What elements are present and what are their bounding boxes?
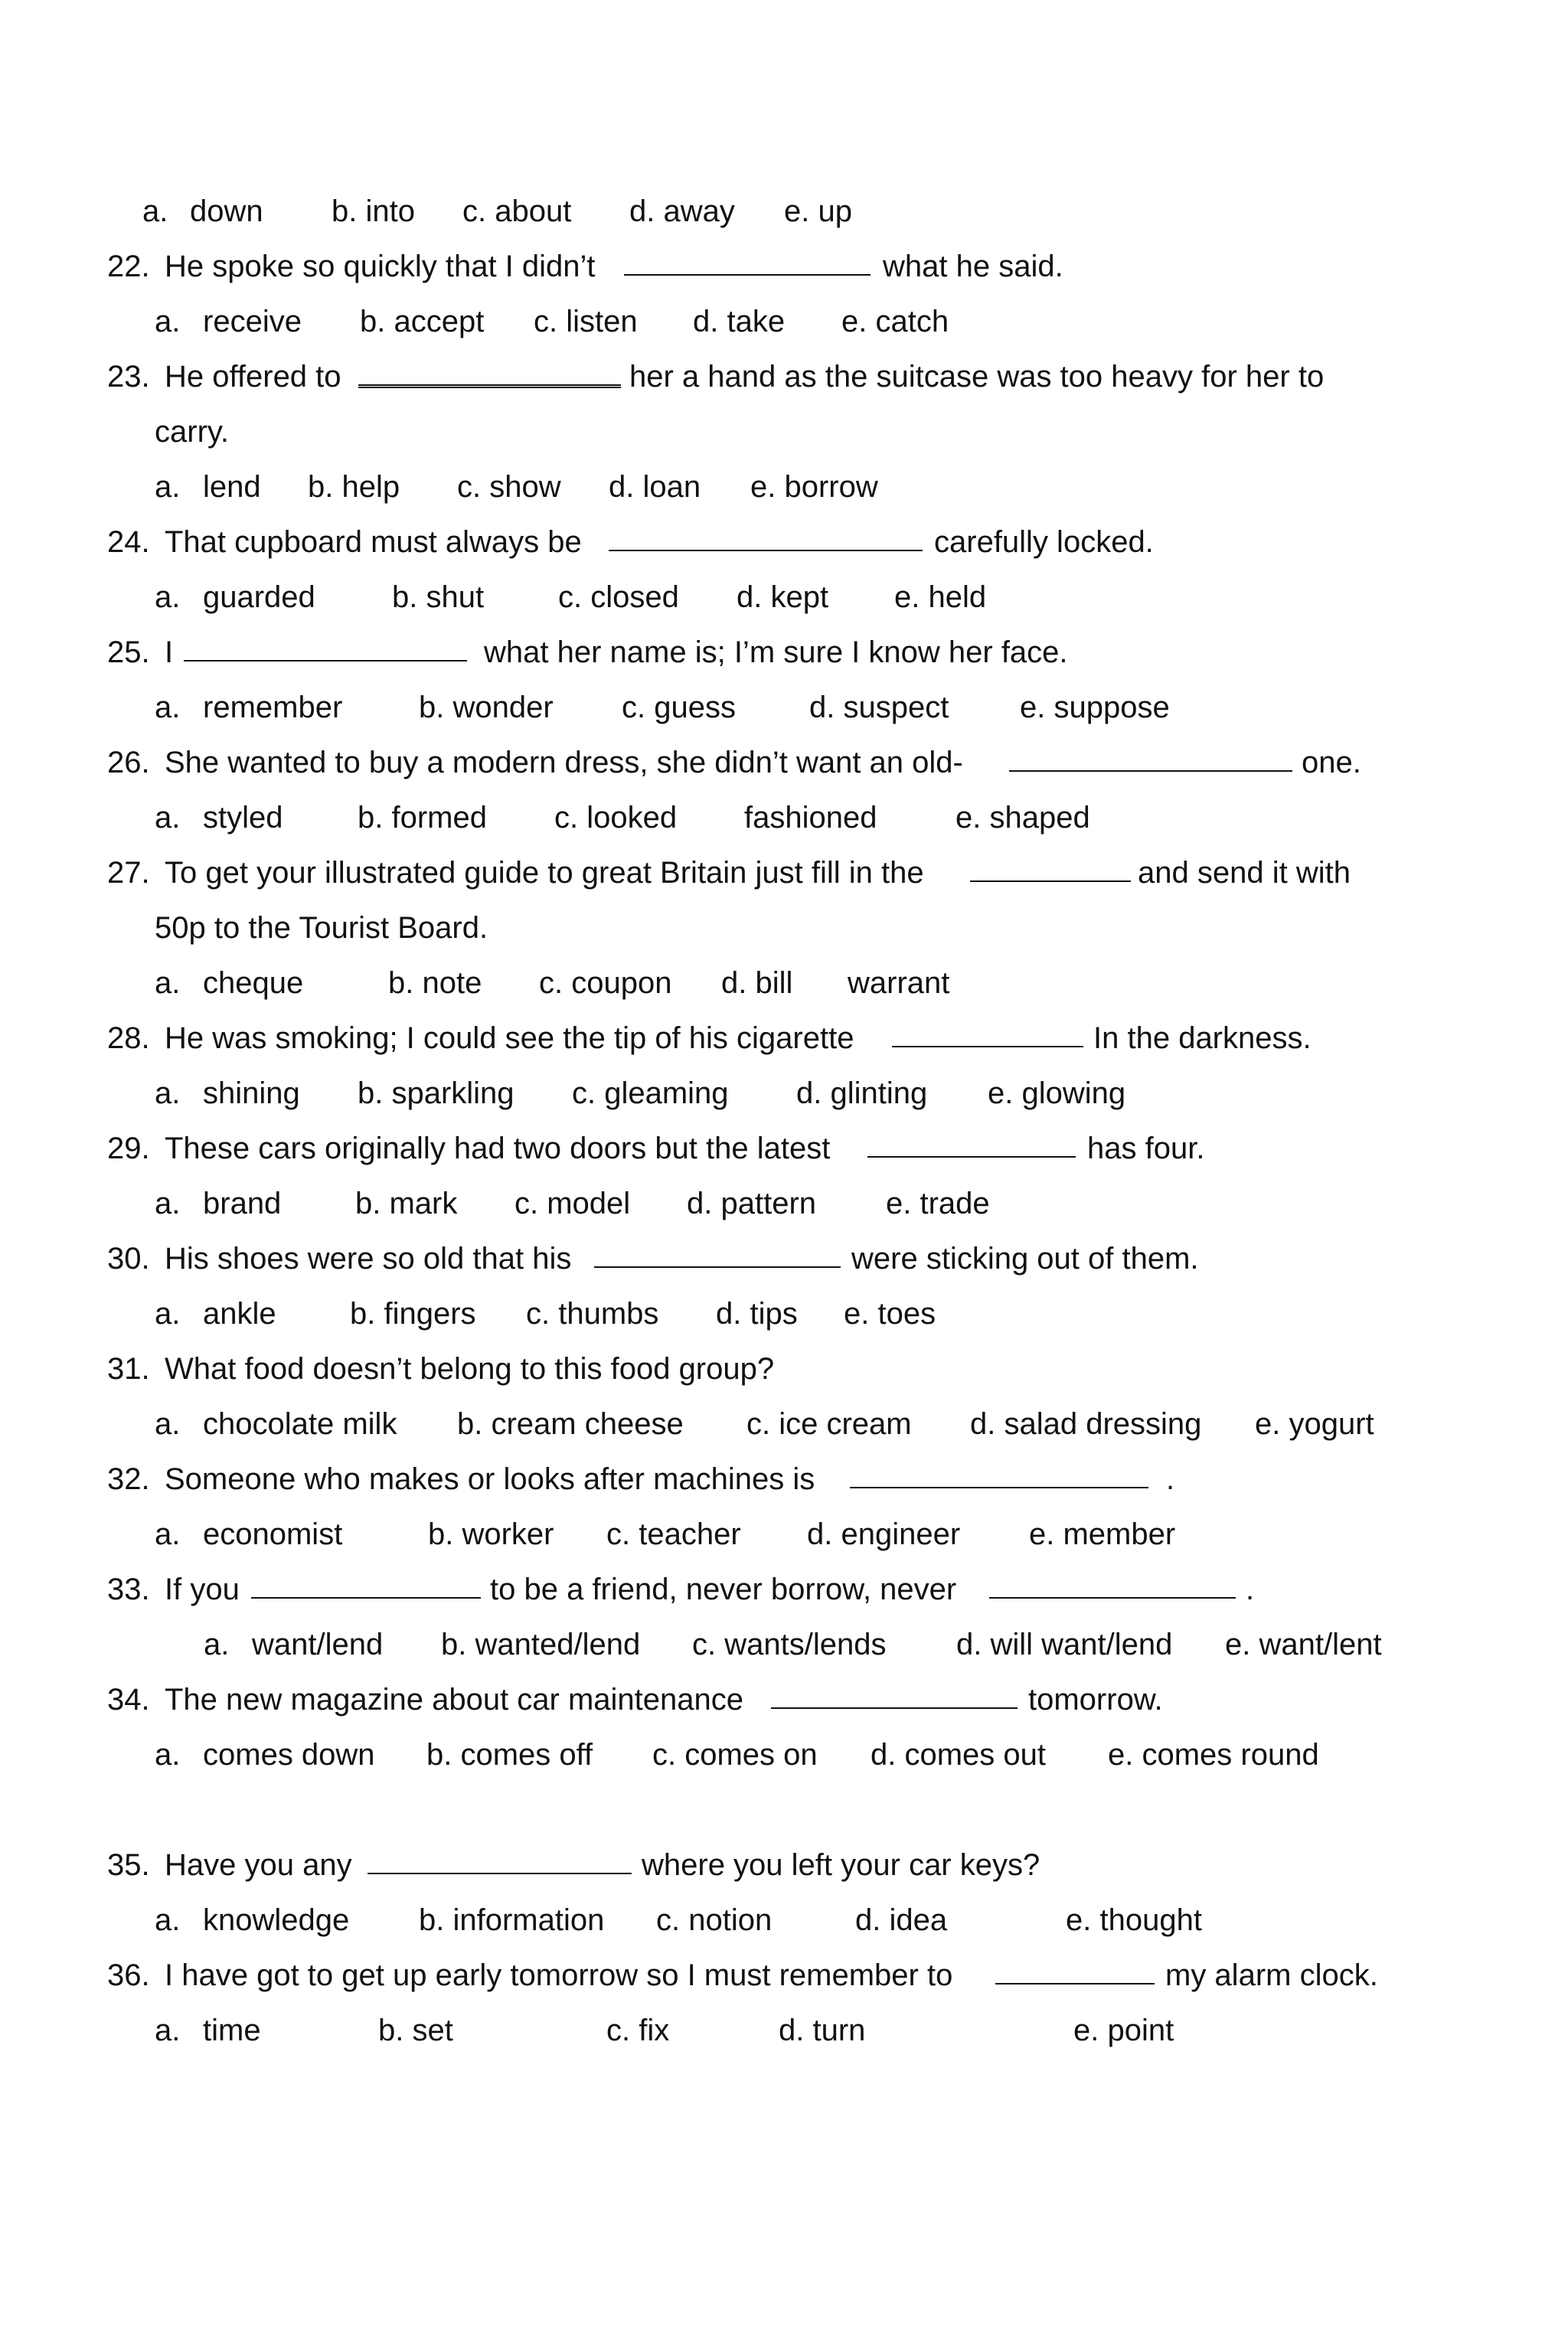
q27-option-e: warrant <box>848 966 950 1000</box>
answer-blank <box>850 1458 1148 1488</box>
q23-option-b: b. help <box>308 470 400 504</box>
question-number: 32. <box>107 1462 150 1496</box>
question-text-after: her a hand as the suitcase was too heavy for her to <box>629 360 1325 394</box>
q30-option-e: e. toes <box>844 1297 936 1331</box>
q27-options <box>155 962 1380 1004</box>
q36-option-e: e. point <box>1073 2014 1174 2047</box>
q23-option-letter-a: a. <box>155 470 181 504</box>
q30-option-b: b. fingers <box>350 1297 476 1331</box>
q22-option-e: e. catch <box>841 305 949 338</box>
q33-option-e: e. want/lent <box>1225 1628 1382 1661</box>
question-text-before: These cars originally had two doors but the latest <box>165 1132 831 1165</box>
q26-options <box>155 796 1380 839</box>
q35-option-d: d. idea <box>855 1903 948 1937</box>
question-text-after: one. <box>1302 746 1361 779</box>
question-number: 27. <box>107 856 150 890</box>
q35-options <box>155 1899 1380 1942</box>
q26-option-letter-a: a. <box>155 801 181 835</box>
q25-option-b: b. wonder <box>419 691 554 724</box>
q34-option-e: e. comes round <box>1108 1738 1319 1772</box>
q28-option-d: d. glinting <box>796 1076 928 1110</box>
q21-options <box>142 190 908 233</box>
answer-blank <box>358 355 621 388</box>
q28-options <box>155 1072 1380 1115</box>
q22-option-a: receive <box>203 305 302 338</box>
q26-option-a: styled <box>203 801 283 835</box>
q34-option-c: c. comes on <box>652 1738 818 1772</box>
q31-option-letter-a: a. <box>155 1407 181 1441</box>
q35-option-letter-a: a. <box>155 1903 181 1937</box>
question-number: 28. <box>107 1021 150 1055</box>
q23-option-d: d. loan <box>609 470 701 504</box>
q27-option-d: d. bill <box>721 966 793 1000</box>
q24-options <box>155 576 1380 619</box>
q36-option-c: c. fix <box>606 2014 670 2047</box>
question-28 <box>107 1017 1539 1060</box>
q25-option-d: d. suspect <box>809 691 949 724</box>
question-24 <box>107 521 1485 564</box>
question-text: What food doesn’t belong to this food group? <box>165 1352 775 1386</box>
question-text-before: If you <box>165 1573 240 1606</box>
q27-option-b: b. note <box>388 966 482 1000</box>
question-number: 31. <box>107 1352 150 1386</box>
q32-option-c: c. teacher <box>606 1517 741 1551</box>
answer-blank <box>892 1017 1083 1047</box>
question-30 <box>107 1237 1539 1280</box>
question-text-after: were sticking out of them. <box>851 1242 1199 1276</box>
q29-option-letter-a: a. <box>155 1187 181 1220</box>
question-number: 23. <box>107 360 150 394</box>
answer-blank <box>368 1844 632 1874</box>
q26-option-d: fashioned <box>744 801 877 835</box>
q28-option-letter-a: a. <box>155 1076 181 1110</box>
question-text-before: His shoes were so old that his <box>165 1242 572 1276</box>
q36-option-letter-a: a. <box>155 2014 181 2047</box>
q22-options <box>155 300 1380 343</box>
q23-option-e: e. borrow <box>750 470 878 504</box>
question-text-after: . <box>1166 1462 1175 1496</box>
q29-option-a: brand <box>203 1187 282 1220</box>
question-number: 25. <box>107 635 150 669</box>
q29-options <box>155 1182 1380 1225</box>
q25-option-e: e. suppose <box>1020 691 1170 724</box>
question-text-after: . <box>1246 1573 1255 1606</box>
q34-option-a: comes down <box>203 1738 375 1772</box>
q34-option-b: b. comes off <box>426 1738 593 1772</box>
q25-option-letter-a: a. <box>155 691 181 724</box>
answer-blank <box>771 1678 1018 1709</box>
q36-options <box>155 2009 1380 2052</box>
q36-option-d: d. turn <box>779 2014 866 2047</box>
question-text-before: She wanted to buy a modern dress, she didn’t want an old- <box>165 746 963 779</box>
question-text-before: To get your illustrated guide to great Britain just fill in the <box>165 856 924 890</box>
q36-option-a: time <box>203 2014 261 2047</box>
question-text-before: I have got to get up early tomorrow so I must remember to <box>165 1958 953 1992</box>
q25-options <box>155 686 1380 729</box>
q26-option-c: c. looked <box>554 801 678 835</box>
question-36 <box>107 1954 1554 1997</box>
question-text-after: where you left your car keys? <box>642 1848 1040 1882</box>
question-text-before: I <box>165 635 174 669</box>
q24-option-b: b. shut <box>392 580 485 614</box>
question-text-before: He was smoking; I could see the tip of his cigarette <box>165 1021 854 1055</box>
answer-blank-1 <box>251 1568 481 1599</box>
q30-option-a: ankle <box>203 1297 276 1331</box>
question-32 <box>107 1458 1539 1501</box>
q35-option-a: knowledge <box>203 1903 350 1937</box>
q27-option-c: c. coupon <box>539 966 672 1000</box>
q33-option-d: d. will want/lend <box>956 1628 1173 1661</box>
question-33 <box>107 1568 1539 1611</box>
question-text-after: what her name is; I’m sure I know her face. <box>484 635 1068 669</box>
question-number: 24. <box>107 525 150 559</box>
question-number: 29. <box>107 1132 150 1165</box>
q31-option-c: c. ice cream <box>746 1407 912 1441</box>
question-number: 22. <box>107 250 150 283</box>
q24-option-a: guarded <box>203 580 315 614</box>
question-number: 36. <box>107 1958 150 1992</box>
q28-option-a: shining <box>203 1076 300 1110</box>
question-22 <box>107 245 1485 288</box>
question-text-before: The new magazine about car maintenance <box>165 1683 744 1717</box>
answer-blank <box>184 631 467 662</box>
q33-option-c: c. wants/lends <box>692 1628 887 1661</box>
question-23 <box>107 355 1485 398</box>
question-31 <box>107 1348 1539 1390</box>
q35-option-e: e. thought <box>1066 1903 1202 1937</box>
answer-blank-2 <box>989 1568 1236 1599</box>
answer-blank <box>594 1237 841 1268</box>
question-number: 35. <box>107 1848 150 1882</box>
q29-option-c: c. model <box>514 1187 631 1220</box>
q32-option-e: e. member <box>1029 1517 1176 1551</box>
q29-option-e: e. trade <box>886 1187 990 1220</box>
q22-option-d: d. take <box>693 305 786 338</box>
question-number: 30. <box>107 1242 150 1276</box>
question-27 <box>107 851 1539 894</box>
answer-blank <box>624 245 871 276</box>
q27-option-a: cheque <box>203 966 304 1000</box>
answer-blank <box>609 521 923 551</box>
question-text-after: what he said. <box>883 250 1063 283</box>
question-number: 33. <box>107 1573 150 1606</box>
q26-option-e: e. shaped <box>956 801 1090 835</box>
q35-option-b: b. information <box>419 1903 605 1937</box>
question-text-before: He offered to <box>165 360 341 394</box>
question-text-before: Someone who makes or looks after machines is <box>165 1462 815 1496</box>
question-34 <box>107 1678 1539 1721</box>
q34-option-d: d. comes out <box>871 1738 1047 1772</box>
q21-option-a: down <box>190 194 263 228</box>
q24-option-d: d. kept <box>737 580 829 614</box>
q23-option-c: c. show <box>457 470 561 504</box>
q24-option-letter-a: a. <box>155 580 181 614</box>
question-text-after: and send it with <box>1138 856 1351 890</box>
q31-option-b: b. cream cheese <box>457 1407 684 1441</box>
q32-option-b: b. worker <box>428 1517 554 1551</box>
question-text-before: He spoke so quickly that I didn’t <box>165 250 596 283</box>
q32-option-d: d. engineer <box>807 1517 961 1551</box>
q21-option-e: e. up <box>784 194 852 228</box>
question-35 <box>107 1844 1539 1886</box>
question-27-continued <box>155 906 767 949</box>
question-text-before: Have you any <box>165 1848 352 1882</box>
q31-option-a: chocolate milk <box>203 1407 397 1441</box>
q24-option-e: e. held <box>894 580 987 614</box>
q21-option-b: b. into <box>332 194 415 228</box>
q30-option-d: d. tips <box>716 1297 798 1331</box>
question-text-before: That cupboard must always be <box>165 525 582 559</box>
q33-option-a: want/lend <box>252 1628 384 1661</box>
answer-blank <box>1009 741 1292 772</box>
q21-option-d: d. away <box>629 194 735 228</box>
q22-option-letter-a: a. <box>155 305 181 338</box>
q24-option-c: c. closed <box>558 580 679 614</box>
q33-option-b: b. wanted/lend <box>441 1628 641 1661</box>
q29-option-d: d. pattern <box>687 1187 817 1220</box>
q25-option-a: remember <box>203 691 343 724</box>
question-text-after: my alarm clock. <box>1165 1958 1378 1992</box>
q31-option-e: e. yogurt <box>1255 1407 1374 1441</box>
question-text-after: In the darkness. <box>1093 1021 1312 1055</box>
q28-option-c: c. gleaming <box>572 1076 729 1110</box>
q31-options <box>155 1403 1487 1446</box>
question-text-middle: to be a friend, never borrow, never <box>490 1573 957 1606</box>
q33-options <box>204 1623 1551 1666</box>
q26-option-b: b. formed <box>358 801 487 835</box>
q33-option-letter-a: a. <box>204 1628 230 1661</box>
question-23-continued <box>155 410 614 453</box>
q36-option-b: b. set <box>378 2014 453 2047</box>
q25-option-c: c. guess <box>622 691 736 724</box>
question-text-continued: 50p to the Tourist Board. <box>155 911 488 945</box>
q21-option-c: c. about <box>462 194 572 228</box>
q31-option-d: d. salad dressing <box>970 1407 1202 1441</box>
q30-options <box>155 1292 1380 1335</box>
q22-option-b: b. accept <box>360 305 485 338</box>
question-number: 26. <box>107 746 150 779</box>
answer-blank <box>995 1954 1155 1984</box>
q23-option-a: lend <box>203 470 261 504</box>
q21-option-letter-a: a. <box>142 194 168 228</box>
q28-option-e: e. glowing <box>988 1076 1126 1110</box>
question-25 <box>107 631 1485 674</box>
answer-blank <box>867 1127 1076 1158</box>
q22-option-c: c. listen <box>534 305 638 338</box>
q32-options <box>155 1513 1380 1556</box>
q35-option-c: c. notion <box>656 1903 773 1937</box>
q30-option-c: c. thumbs <box>526 1297 659 1331</box>
question-text-after: has four. <box>1087 1132 1205 1165</box>
q28-option-b: b. sparkling <box>358 1076 514 1110</box>
q32-option-a: economist <box>203 1517 343 1551</box>
answer-blank <box>970 851 1131 882</box>
question-26 <box>107 741 1539 784</box>
q34-options <box>155 1733 1380 1776</box>
q34-option-letter-a: a. <box>155 1738 181 1772</box>
question-number: 34. <box>107 1683 150 1717</box>
q27-option-letter-a: a. <box>155 966 181 1000</box>
q29-option-b: b. mark <box>355 1187 458 1220</box>
q30-option-letter-a: a. <box>155 1297 181 1331</box>
question-text-after: tomorrow. <box>1028 1683 1163 1717</box>
question-text-after: carefully locked. <box>934 525 1154 559</box>
q23-options <box>155 466 1380 508</box>
question-text-continued: carry. <box>155 415 230 449</box>
q32-option-letter-a: a. <box>155 1517 181 1551</box>
question-29 <box>107 1127 1539 1170</box>
